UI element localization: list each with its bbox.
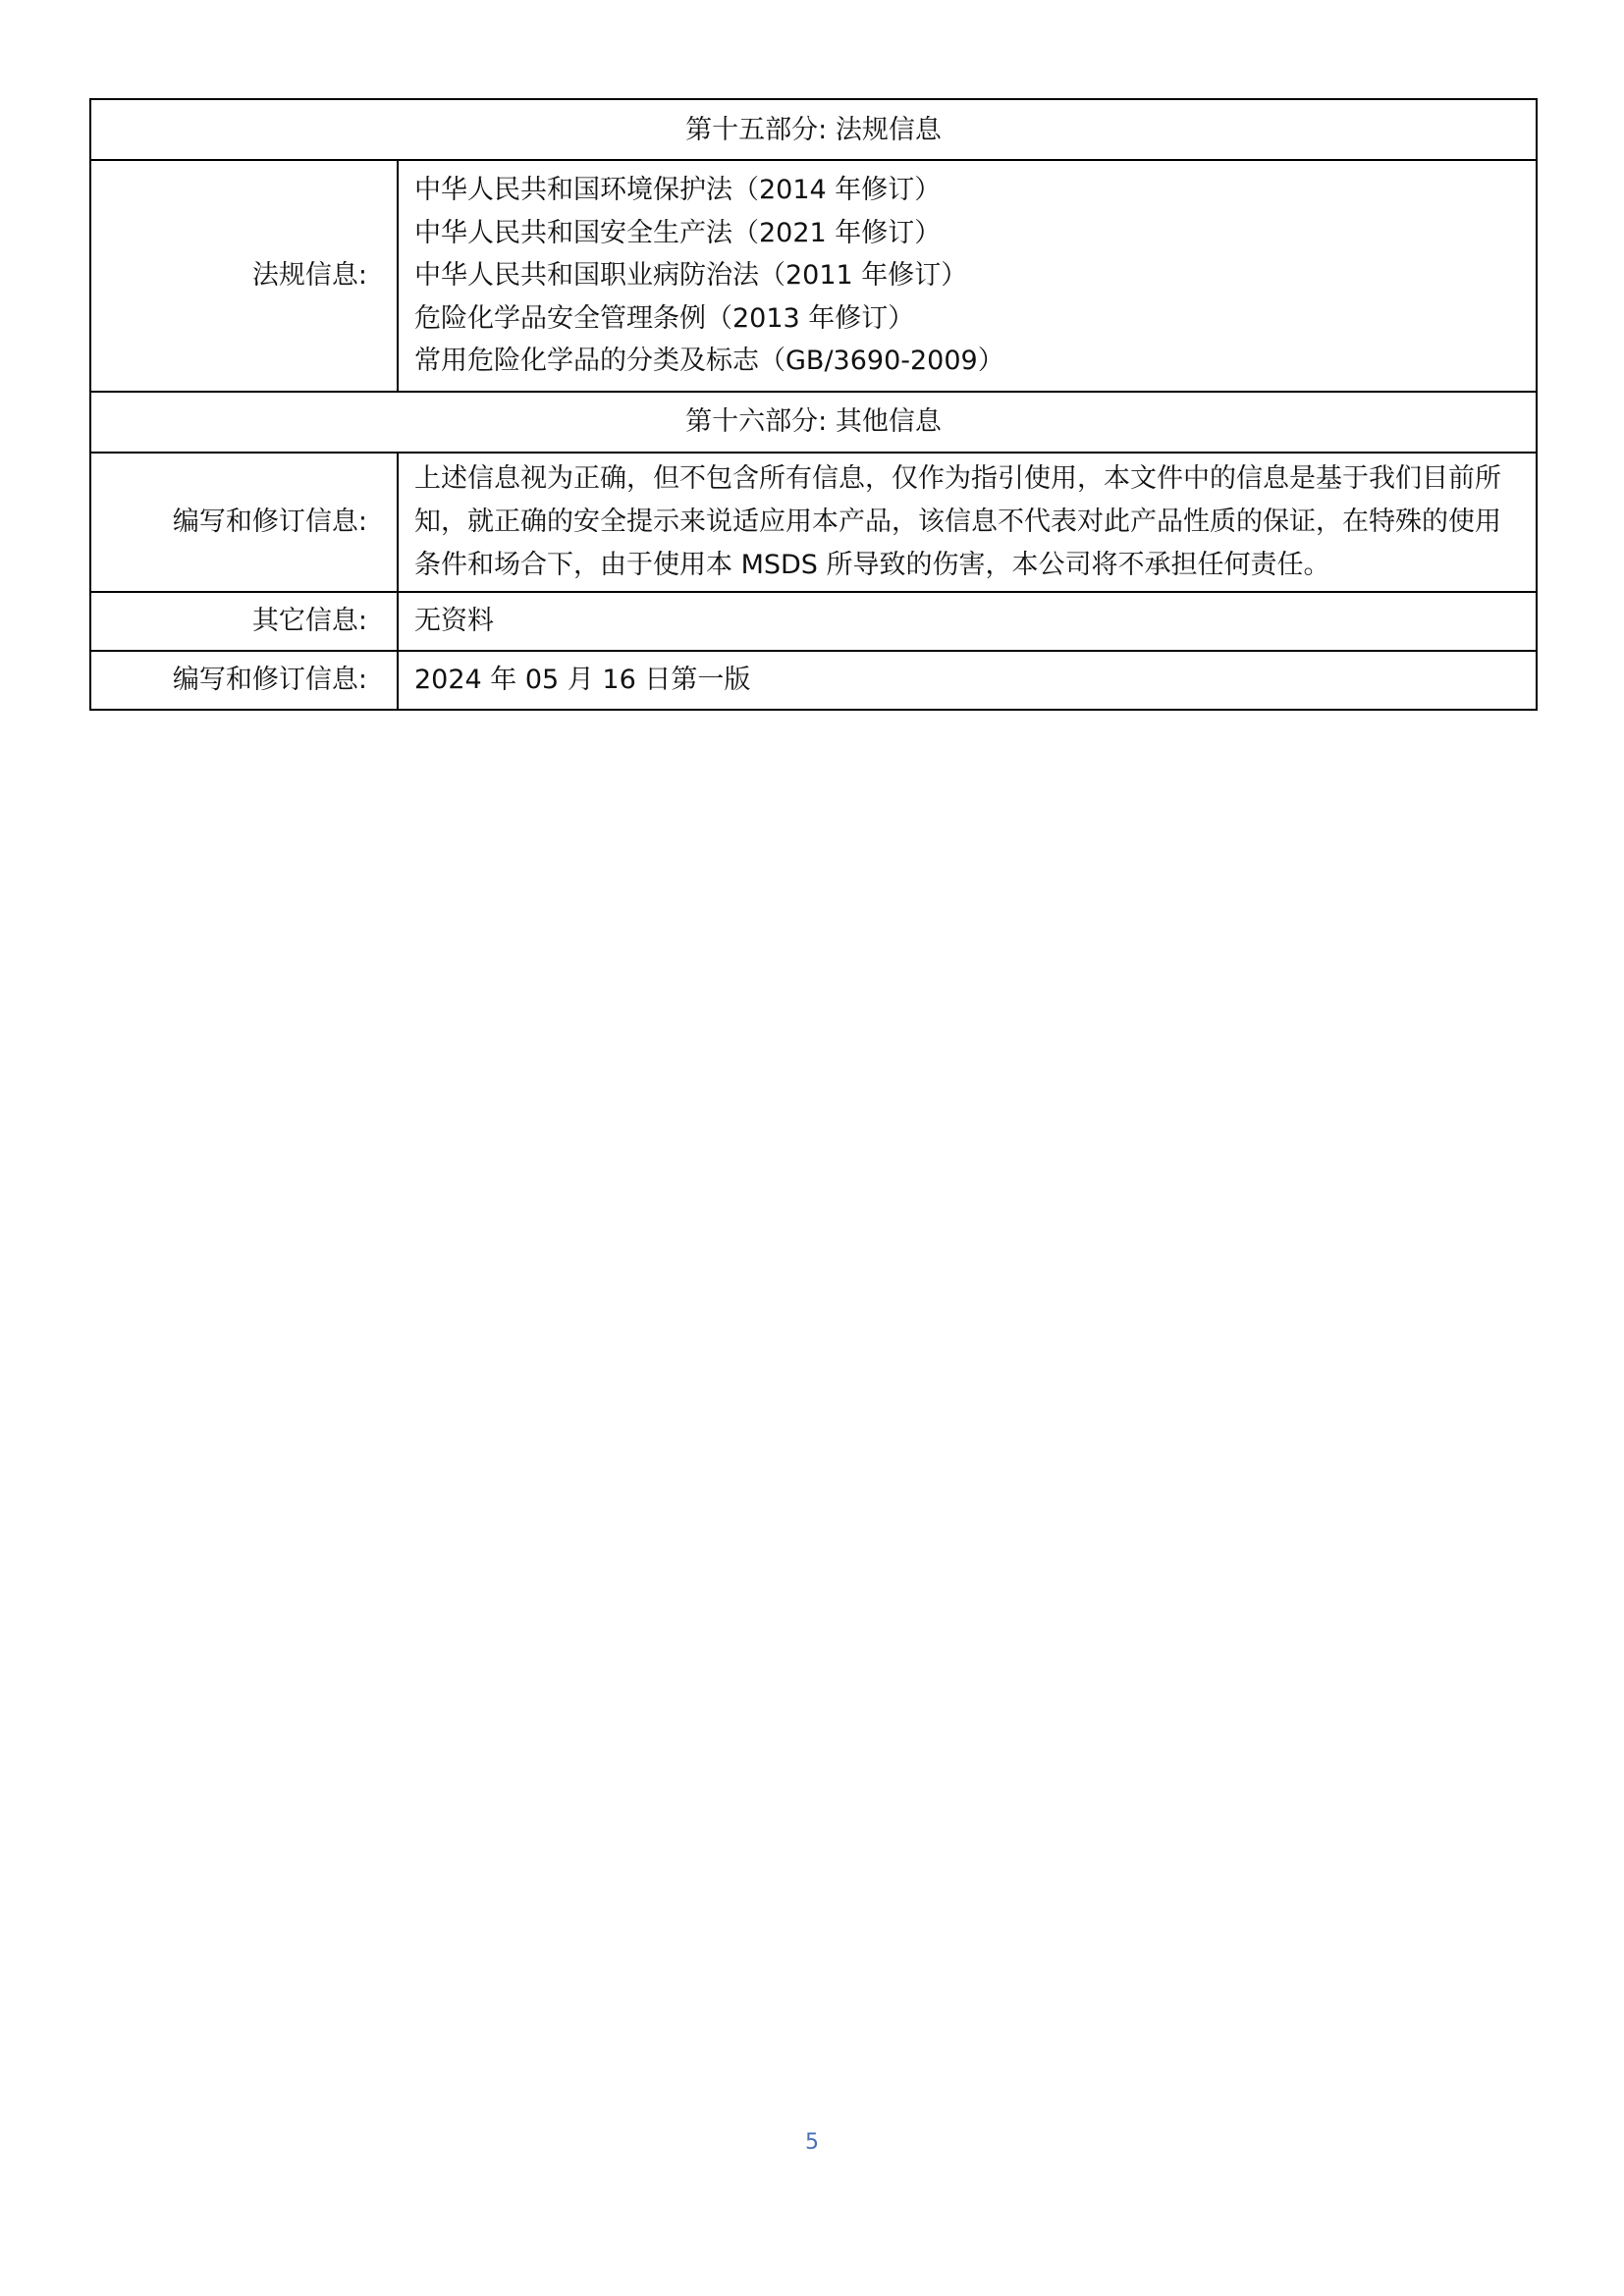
other-info-row xyxy=(90,592,1537,651)
revision-info-label: 编写和修订信息: xyxy=(90,453,398,592)
regulations-value xyxy=(398,160,1537,392)
section-16-header-row xyxy=(90,392,1537,453)
disclaimer-text: 上述信息视为正确，但不包含所有信息，仅作为指引使用，本文件中的信息是基于我们目前所知，就正确的安全提示来说适应用本产品，该信息不代表对此产品性质的保证，在特殊的使用条件和场合下，由于使用本 MSDS 所导致的伤害，本公司将不承担任何责任。 xyxy=(414,462,1501,580)
regulation-item: 中华人民共和国职业病防治法（2011 年修订） xyxy=(414,260,968,291)
other-info-value: 无资料 xyxy=(398,592,1537,651)
regulations-label: 法规信息: xyxy=(90,160,398,392)
regulation-item: 常用危险化学品的分类及标志（GB/3690-2009） xyxy=(414,346,1004,376)
regulations-list xyxy=(414,161,1510,391)
msds-table xyxy=(89,98,1538,711)
revision-date-label: 编写和修订信息: xyxy=(90,651,398,710)
regulation-item: 中华人民共和国安全生产法（2021 年修订） xyxy=(414,217,942,248)
regulation-item: 中华人民共和国环境保护法（2014 年修订） xyxy=(414,175,942,205)
regulation-item: 危险化学品安全管理条例（2013 年修订） xyxy=(414,302,915,334)
revision-info-value xyxy=(398,453,1537,592)
page-number: 5 xyxy=(805,2130,819,2155)
section-15-header-row xyxy=(90,99,1537,160)
revision-date-row xyxy=(90,651,1537,710)
revision-date-value: 2024 年 05 月 16 日第一版 xyxy=(398,651,1537,710)
revision-info-row xyxy=(90,453,1537,592)
regulations-row xyxy=(90,160,1537,392)
other-info-label: 其它信息: xyxy=(90,592,398,651)
section-16-title: 第十六部分: 其他信息 xyxy=(90,392,1537,453)
section-15-title: 第十五部分: 法规信息 xyxy=(90,99,1537,160)
